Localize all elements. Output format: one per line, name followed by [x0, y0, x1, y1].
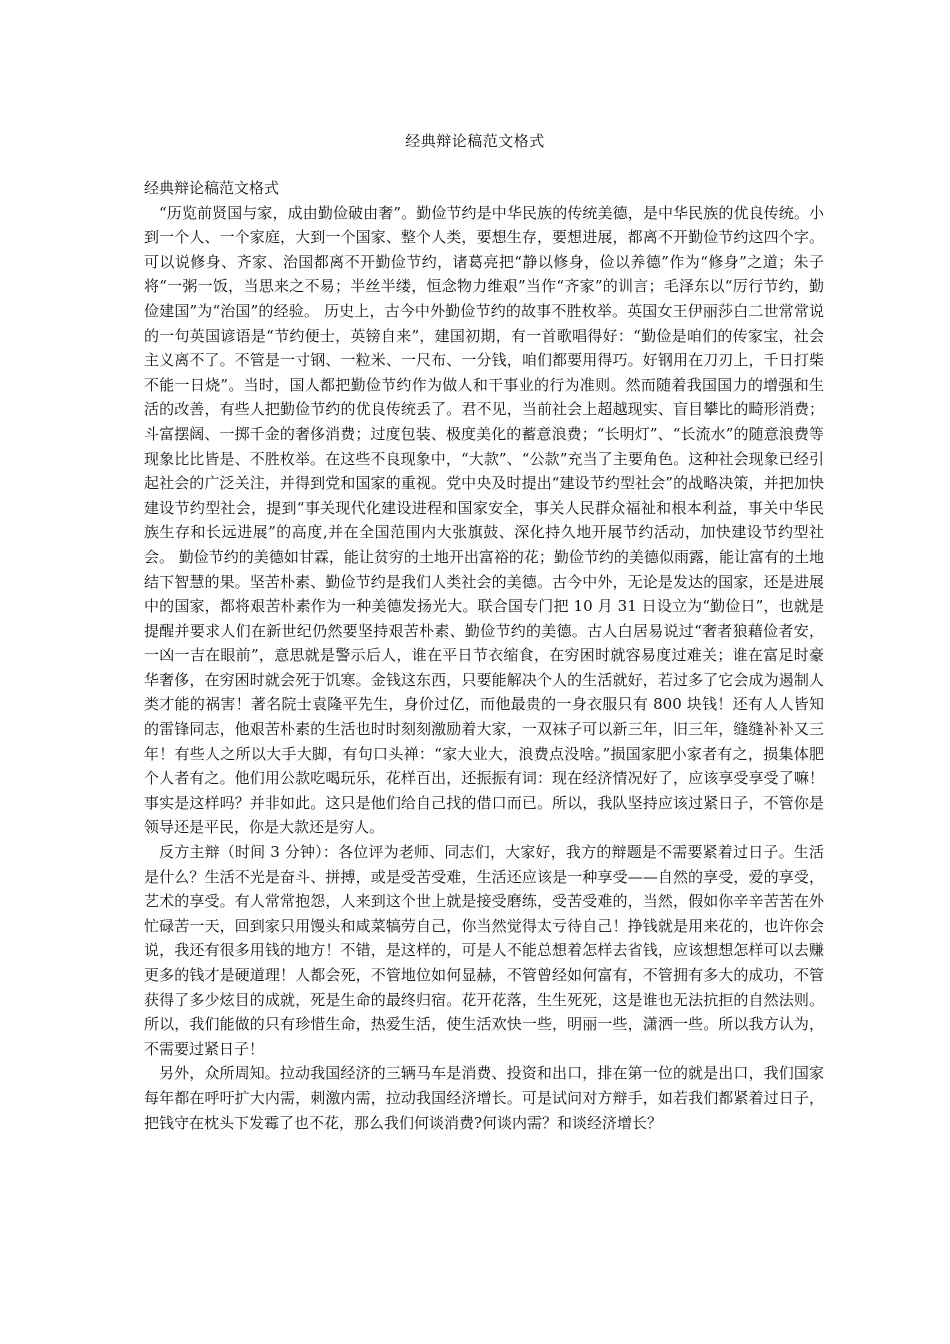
document-title: 经典辩论稿范文格式 [405, 132, 545, 150]
paragraph-negative-economy: 另外，众所周知。拉动我国经济的三辆马车是消费、投资和出口，排在第一位的就是出口，我们国家每年都在呼吁扩大内需，刺激内需，拉动我国经济增长。可是试问对方辩手，如若我们都紧着过日子，把钱守在枕头下发霉了也不花，那么我们何谈消费?何谈内需？和谈经济增长？ [144, 1064, 824, 1132]
document-body [144, 176, 824, 1135]
section-heading: 经典辩论稿范文格式 [144, 179, 280, 197]
paragraph-affirmative: “历览前贤国与家，成由勤俭破由奢”。勤俭节约是中华民族的传统美德，是中华民族的优良传统。小到一个人、一个家庭，大到一个国家、整个人类，要想生存，要想进展，都离不开勤俭节约这四个字。可以说修身、齐家、治国都离不开勤俭节约，诸葛亮把“静以修身，俭以养德”作为“修身”之道；朱子将“一粥一饭，当思来之不易；半丝半缕，恒念物力维艰”当作“齐家”的训言；毛泽东以“厉行节约，勤俭建国”为“治国”的经验。 历史上，古今中外勤俭节约的故事不胜枚举。英国女王伊丽莎白二世常常说的一句英国谚语是“节约便士，英镑自来”，建国初期，有一首歌唱得好：“勤俭是咱们的传家宝，社会主义离不了。不管是一寸钢、一粒米、一尺布、一分钱，咱们都要用得巧。好钢用在刀刃上，千日打柴不能一日烧”。当时，国人都把勤俭节约作为做人和干事业的行为准则。然而随着我国国力的增强和生活的改善，有些人把勤俭节约的优良传统丢了。君不见，当前社会上超越现实、盲目攀比的畸形消费；斗富摆阔、一掷千金的奢侈消费；过度包装、极度美化的蓄意浪费；“长明灯”、“长流水”的随意浪费等现象比比皆是、不胜枚举。在这些不良现象中，“大款”、“公款”充当了主要角色。这种社会现象已经引起社会的广泛关注，并得到党和国家的重视。党中央及时提出“建设节约型社会”的战略决策，并把加快建设节约型社会，提到“事关现代化建设进程和国家安全，事关人民群众福祉和根本利益，事关中华民族生存和长远进展”的高度,并在全国范围内大张旗鼓、深化持久地开展节约活动，加快建设节约型社会。 勤俭节约的美德如甘霖，能让贫穷的土地开出富裕的花；勤俭节约的美德似雨露，能让富有的土地结下智慧的果。坚苦朴素、勤俭节约是我们人类社会的美德。古今中外，无论是发达的国家，还是进展中的国家，都将艰苦朴素作为一种美德发扬光大。联合国专门把 10 月 31 日设立为“勤俭日”，也就是提醒并要求人们在新世纪仍然要坚持艰苦朴素、勤俭节约的美德。古人白居易说过“奢者狼藉俭者安，一凶一吉在眼前”，意思就是警示后人，谁在平日节衣缩食，在穷困时就容易度过难关；谁在富足时豪华奢侈，在穷困时就会死于饥寒。金钱这东西，只要能解决个人的生活就好，若过多了它会成为遏制人类才能的祸害！著名院士袁隆平先生，身价过亿，而他最贵的一身衣服只有 800 块钱！还有人人皆知的雷锋同志，他艰苦朴素的生活也时时刻刻激励着大家，一双袜子可以新三年，旧三年，缝缝补补又三年！有些人之所以大手大脚，有句口头禅：“家大业大，浪费点没啥。”损国家肥小家者有之，损集体肥个人者有之。他们用公款吃喝玩乐，花样百出，还振振有词：现在经济情况好了，应该享受享受了嘛！事实是这样吗？并非如此。这只是他们给自己找的借口而已。所以，我队坚持应该过紧日子，不管你是领导还是平民，你是大款还是穷人。 [144, 203, 824, 837]
paragraph-negative-lead: 反方主辩（时间 3 分钟）：各位评为老师、同志们，大家好，我方的辩题是不需要紧着过日子。生活是什么？生活不光是奋斗、拼搏，或是受苦受难，生活还应该是一种享受——自然的享受，爱的享受，艺术的享受。有人常常抱怨，人来到这个世上就是接受磨练，受苦受难的，当然，假如你辛辛苦苦在外忙碌苦一天，回到家只用馒头和咸菜犒劳自己，你当然觉得太亏待自己！挣钱就是用来花的，也许你会说，我还有很多用钱的地方！不错，是这样的，可是人不能总想着怎样去省钱，应该想想怎样可以去赚更多的钱才是硬道理！人都会死，不管地位如何显赫，不管曾经如何富有，不管拥有多大的成功，不管获得了多少炫目的成就，死是生命的最终归宿。花开花落，生生死死，这是谁也无法抗拒的自然法则。所以，我们能做的只有珍惜生命，热爱生活，使生活欢快一些，明丽一些，潇洒一些。所以我方认为，不需要过紧日子！ [144, 843, 824, 1058]
